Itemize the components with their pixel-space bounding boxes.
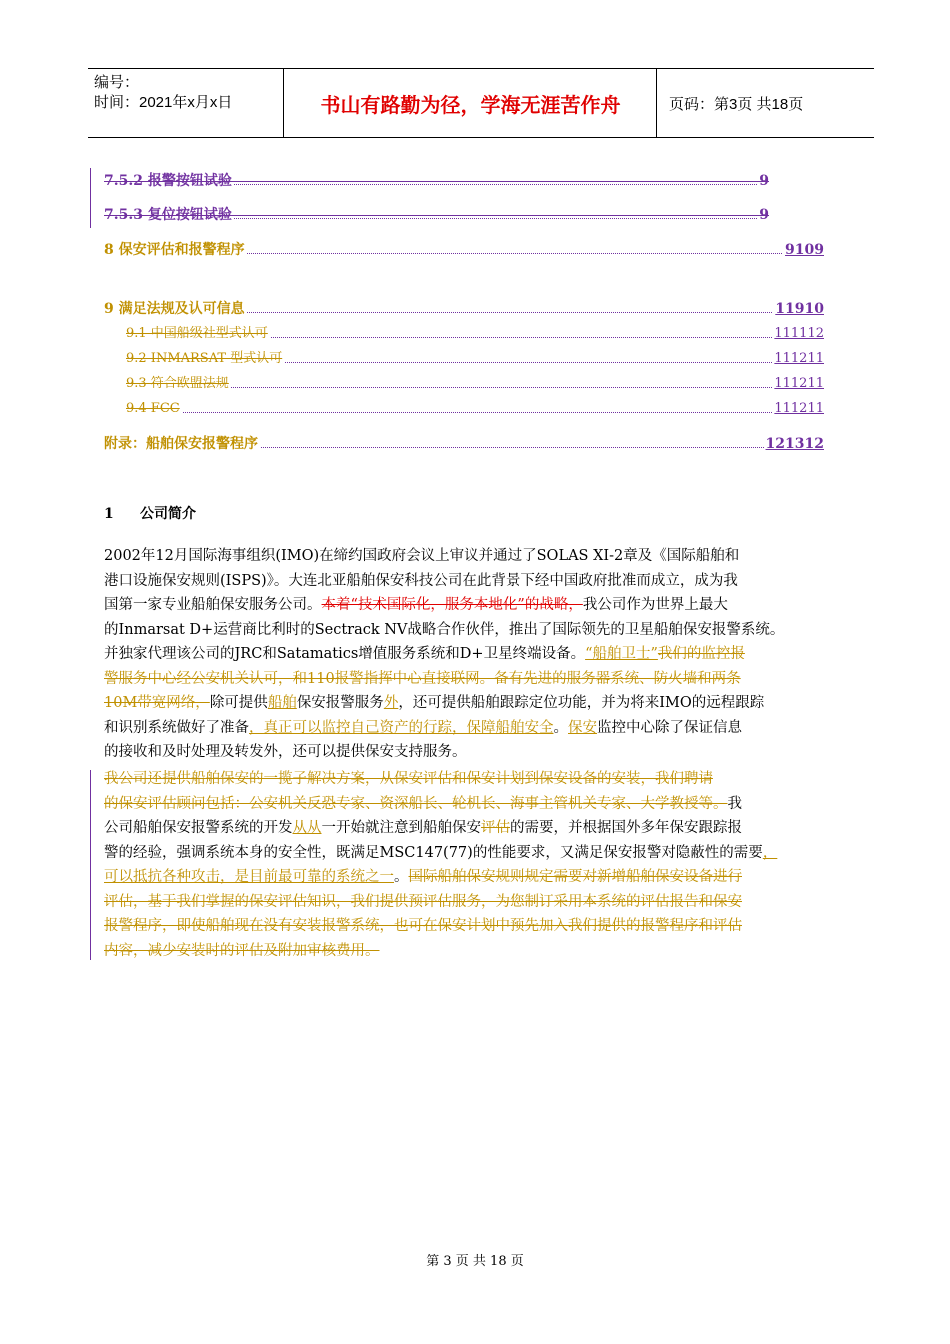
paragraph-line xyxy=(104,890,856,915)
toc-page: 111211 xyxy=(774,401,824,416)
page-header xyxy=(88,68,874,138)
text-run: 我们的监控报 xyxy=(657,646,745,662)
text-run: 我公司作为世界上最大 xyxy=(582,597,728,613)
text-run: ，真正可以监控自己资产的行踪，保障船舶安全 xyxy=(249,719,554,736)
text-run: 监控中心除了保证信息 xyxy=(597,719,742,736)
text-run: 警服务中心经公安机关认可，和110报警指挥中心直接联网。备有先进的服务器系统、防火墙和两条 xyxy=(104,670,741,687)
toc-page: 9 xyxy=(759,173,769,189)
text-run: 外 xyxy=(383,695,399,711)
paragraph-line xyxy=(104,569,856,594)
text-run: 可以抵抗各种攻击，是目前最可靠的系统之一 xyxy=(104,869,394,885)
text-run: 我公司还提供船舶保安的一揽子解决方案，从保安评估和保安计划到保安设备的安装，我们聘请 xyxy=(104,771,713,787)
text-run: “船舶卫士” xyxy=(585,646,658,662)
toc-entry-appendix[interactable] xyxy=(104,435,824,453)
paragraph-line xyxy=(104,792,856,817)
text-run: 国际船舶保安规则规定需要对新增船舶保安设备进行 xyxy=(408,869,742,885)
strike-rule xyxy=(104,181,769,182)
toc-entry-8[interactable] xyxy=(104,241,824,259)
header-page-info: 页码：第3页 共18页 xyxy=(669,95,804,113)
text-run: 的接收和及时处理及转发外，还可以提供保安支持服务。 xyxy=(104,744,467,760)
text-run: ，还可提供船舶跟踪定位功能，并为将来IMO的远程跟踪 xyxy=(398,695,765,711)
paragraph-line xyxy=(104,618,856,643)
paragraph-line xyxy=(104,642,856,667)
header-number-label: 编号： xyxy=(94,74,140,91)
toc-title: 7.5.3 复位按钮试验 xyxy=(104,207,232,223)
header-motto: 书山有路勤为径，学海无涯苦作舟 xyxy=(285,69,657,137)
text-run: 的保安评估顾问包括：公安机关反恐专家、资深船长、轮机长、海事主管机关专家、大学教授等。 xyxy=(104,795,728,812)
text-run: 从从 xyxy=(292,820,322,836)
text-run: 公司船舶保安报警系统的开发 xyxy=(104,820,293,836)
paragraph-line xyxy=(104,716,856,741)
page-footer: 第 3 页 共 18 页 xyxy=(426,1254,524,1269)
change-bar xyxy=(90,168,91,228)
text-run: 除可提供 xyxy=(209,695,268,711)
paragraph-line xyxy=(104,939,856,964)
text-run: 国第一家专业船舶保安服务公司。 xyxy=(104,597,322,613)
text-run: 评估，基于我们掌握的保安评估知识，我们提供预评估服务，为您制订采用本系统的评估报告和保安 xyxy=(104,893,742,910)
toc-title: 9.1 中国船级社型式认可 xyxy=(126,326,268,341)
section-number: 1 xyxy=(104,506,114,522)
toc-page: 111112 xyxy=(774,326,824,341)
paragraph-line xyxy=(104,667,856,692)
paragraph-line xyxy=(104,767,856,792)
text-run: 保安报警服务 xyxy=(296,695,384,711)
toc-entry-9-3[interactable] xyxy=(126,375,824,393)
text-run: 的Inmarsat D+运营商比利时的Sectrack NV战略合作伙伴，推出了国际领先的卫星船舶保安报警系统。 xyxy=(104,621,785,638)
toc-title: 附录：船舶保安报警程序 xyxy=(104,436,258,452)
toc-title: 9.2 INMARSAT 型式认可 xyxy=(126,351,283,366)
text-run: 报警程序，即使船舶现在没有安装报警系统，也可在保安计划中预先加入我们提供的报警程序和评估 xyxy=(104,918,742,934)
toc-page: 121312 xyxy=(765,436,824,452)
solution-paragraph xyxy=(104,767,856,963)
header-time-label: 时间：2021年x月x日 xyxy=(94,94,233,111)
text-run: 和识别系统做好了准备 xyxy=(104,719,249,736)
strike-rule xyxy=(104,215,769,216)
paragraph-line xyxy=(104,544,856,569)
section-title: 公司简介 xyxy=(140,506,196,522)
text-run: 船舶 xyxy=(267,695,297,711)
text-run: 警的经验，强调系统本身的安全性，既满足MSC147(77)的性能要求，又满足保安报警对隐蔽性的需要 xyxy=(104,844,763,861)
paragraph-line xyxy=(104,865,856,890)
change-bar xyxy=(90,770,91,960)
toc-page: 9109 xyxy=(785,242,824,258)
text-run: ， xyxy=(762,844,778,861)
text-run: 保安 xyxy=(568,719,597,736)
paragraph-line xyxy=(104,816,856,841)
text-run: 10M带宽网络， xyxy=(104,695,210,711)
toc-entry-9-1[interactable] xyxy=(126,325,824,343)
toc-title: 9.4 FCC xyxy=(126,401,180,416)
toc-title: 9 满足法规及认可信息 xyxy=(104,301,245,317)
toc-page: 11910 xyxy=(775,301,824,317)
section-heading xyxy=(104,503,196,523)
text-run: 评估 xyxy=(481,820,510,836)
text-run: 港口设施保安规则(ISPS)》。大连北亚船舶保安科技公司在此背景下经中国政府批准而成立，成为我 xyxy=(104,572,738,589)
toc-entry-9-2[interactable] xyxy=(126,350,824,368)
paragraph-line xyxy=(104,740,856,765)
text-run: 2002年12月国际海事组织(IMO)在缔约国政府会议上审议并通过了SOLAS XI-2章及《国际船舶和 xyxy=(104,548,740,564)
toc-page: 111211 xyxy=(774,351,824,366)
toc-page: 111211 xyxy=(774,376,824,391)
text-run: 并独家代理该公司的JRC和Satamatics增值服务系统和D+卫星终端设备。 xyxy=(104,646,586,662)
header-meta-cell xyxy=(88,69,284,137)
paragraph-line xyxy=(104,593,856,618)
company-intro-paragraph xyxy=(104,544,856,765)
toc-title: 8 保安评估和报警程序 xyxy=(104,242,245,258)
text-run: 内容，减少安装时的评估及附加审核费用。 xyxy=(104,942,380,959)
text-run: 一开始就注意到船舶保安 xyxy=(321,820,481,836)
text-run: 。 xyxy=(553,719,568,736)
toc-entry-9[interactable] xyxy=(104,300,824,318)
paragraph-line xyxy=(104,841,856,866)
text-run: 我 xyxy=(727,795,742,812)
text-run: 本着“技术国际化，服务本地化”的战略， xyxy=(321,597,583,613)
toc-title: 7.5.2 报警按钮试验 xyxy=(104,173,232,189)
paragraph-line xyxy=(104,914,856,939)
paragraph-line xyxy=(104,691,856,716)
toc-page: 9 xyxy=(759,207,769,223)
toc-title: 9.3 符合欧盟法规 xyxy=(126,376,229,391)
text-run: 的需要，并根据国外多年保安跟踪报 xyxy=(510,820,742,836)
text-run: 。 xyxy=(394,869,409,885)
toc-entry-9-4[interactable] xyxy=(126,400,824,418)
